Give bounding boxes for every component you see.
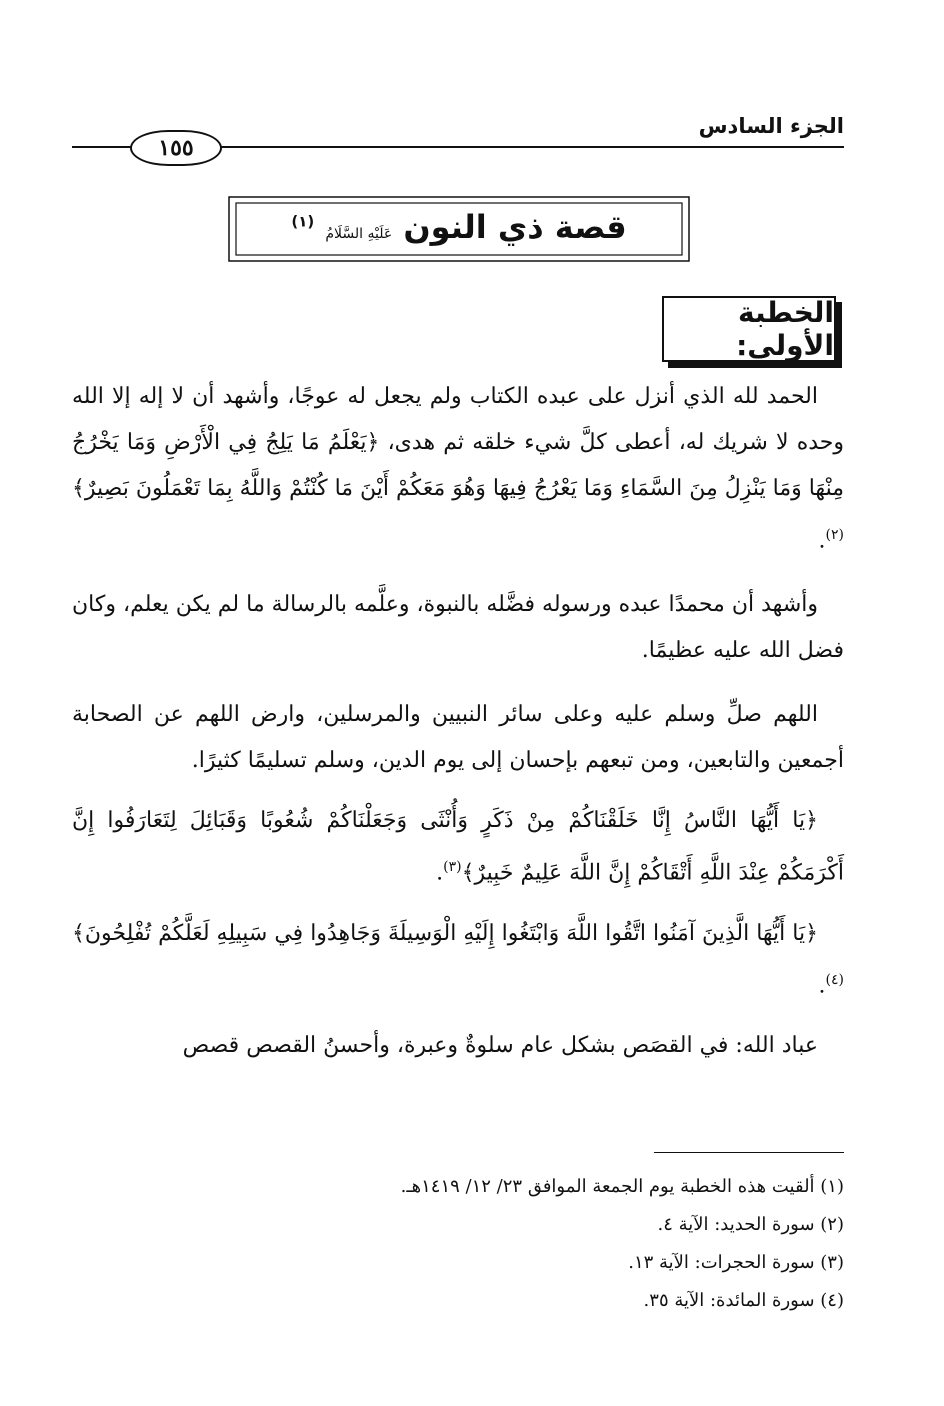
paragraph-5-end: . [818,972,826,998]
running-head: الجزء السادس [698,114,844,138]
footnote-4: (٤) سورة المائدة: الآية ٣٥. [643,1290,844,1311]
paragraph-4 [72,798,844,896]
footnote-1: (١) ألقيت هذه الخطبة يوم الجمعة الموافق ٢٣/ ١٢/ ١٤١٩هـ. [400,1176,844,1197]
body-text [72,374,844,1087]
paragraph-2: وأشهد أن محمدًا عبده ورسوله فضَّله بالنبوة، وعلَّمه بالرسالة ما لم يكن يعلم، وكان فضل الله عليه عظيمًا. [72,592,844,664]
page-number: ١٥٥ [130,130,222,166]
paragraph-4-text: ﴿يَا أَيُّهَا النَّاسُ إِنَّا خَلَقْنَاكُمْ مِنْ ذَكَرٍ وَأُنْثَى وَجَعَلْنَاكُمْ شُعُوبًا وَقَبَائِلَ لِتَعَارَفُوا إِنَّ أَكْرَمَكُمْ عِنْدَ اللَّهِ أَتْقَاكُمْ إِنَّ اللَّهَ عَلِيمٌ خَبِيرٌ﴾ [72,808,844,886]
footnote-3: (٣) سورة الحجرات: الآية ١٣. [628,1252,844,1273]
paragraph-1 [72,374,844,564]
footnote-rule [654,1152,844,1153]
paragraph-1-end: . [818,528,826,554]
footnote-ref-3: (٣) [443,859,462,876]
paragraph-3: اللهم صلِّ وسلم عليه وعلى سائر النبيين والمرسلين، وارض اللهم عن الصحابة أجمعين والتابعين، ومن تبعهم بإحسان إلى يوم الدين، وسلم تسليمًا كثيرًا. [72,702,844,774]
section-heading-box [662,296,836,362]
paragraph-1-text: الحمد لله الذي أنزل على عبده الكتاب ولم يجعل له عوجًا، وأشهد أن لا إله إلا الله وحده لا شريك له، أعطى كلَّ شيء خلقه ثم هدى، ﴿يَعْلَمُ مَا يَلِجُ فِي الْأَرْضِ وَمَا يَخْرُجُ مِنْهَا وَمَا يَنْزِلُ مِنَ السَّمَاءِ وَمَا يَعْرُجُ فِيهَا وَهُوَ مَعَكُمْ أَيْنَ مَا كُنْتُمْ وَاللَّهُ بِمَا تَعْمَلُونَ بَصِيرٌ﴾ [72,384,844,501]
footnote-ref-4: (٤) [825,971,844,988]
paragraph-4-end: . [436,860,444,886]
footnote-2: (٢) سورة الحديد: الآية ٤. [657,1214,844,1235]
footnotes [72,1168,844,1320]
title-footnote-marker: (١) [291,212,315,231]
paragraph-6: عباد الله: في القصَص بشكل عام سلوةٌ وعبرة، وأحسنُ القصص قصص [182,1032,818,1058]
chapter-title-text: قصة ذي النون [403,208,627,246]
honorific-ligature: عَلَيْهِ السَّلَامُ [325,226,393,242]
paragraph-5-text: ﴿يَا أَيُّهَا الَّذِينَ آمَنُوا اتَّقُوا اللَّهَ وَابْتَغُوا إِلَيْهِ الْوَسِيلَةَ وَجَاهِدُوا فِي سَبِيلِهِ لَعَلَّكُمْ تُفْلِحُونَ﴾ [72,920,818,946]
footnote-ref-2: (٢) [825,527,844,543]
section-heading: الخطبة الأولى: [736,296,834,362]
chapter-title-box [228,196,690,262]
chapter-title [228,208,690,246]
paragraph-5 [72,911,844,1009]
